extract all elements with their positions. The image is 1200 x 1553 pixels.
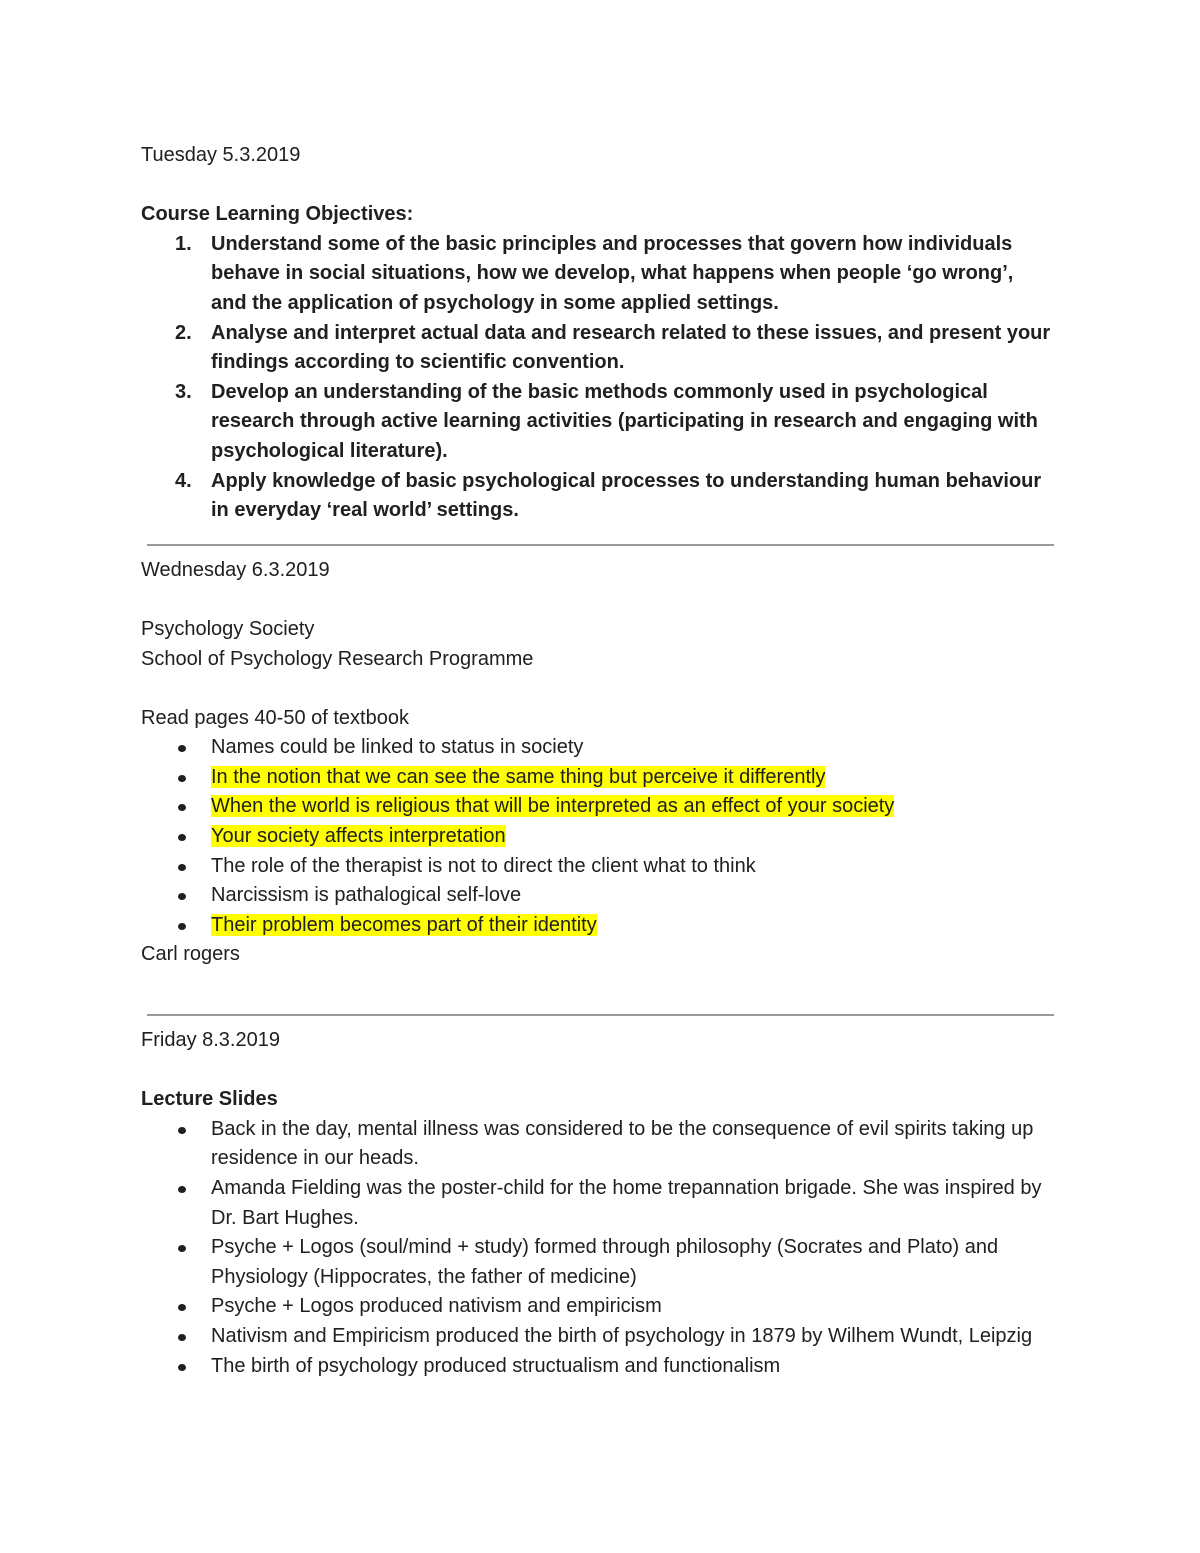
highlighted-text: Your society affects interpretation (211, 825, 506, 848)
list-item-text: Psyche + Logos produced nativism and empiricism (211, 1295, 662, 1318)
list-item (141, 822, 1054, 852)
date-heading: Friday 8.3.2019 (141, 1029, 280, 1052)
blank-line (141, 1056, 1054, 1086)
note-line: Carl rogers (141, 943, 240, 966)
list-item (141, 911, 1054, 941)
section-friday (141, 1026, 1054, 1381)
list-item (141, 881, 1054, 911)
spacer (141, 546, 1054, 556)
highlighted-text: Their problem becomes part of their identity (211, 913, 597, 936)
spacer (141, 526, 1054, 544)
spacer (141, 970, 1054, 1014)
bullet-icon (178, 1127, 186, 1134)
blank-line (141, 171, 1054, 201)
list-item (141, 1352, 1054, 1382)
list-item-text: The birth of psychology produced structualism and functionalism (211, 1354, 781, 1377)
objective-number: 2. (175, 321, 192, 344)
list-item-text: Psyche + Logos (soul/mind + study) formed through philosophy (Socrates and Plato) and Physiology (Hippocrates, the father of medicine) (211, 1236, 999, 1288)
date-heading: Wednesday 6.3.2019 (141, 558, 330, 581)
bullet-icon (178, 1334, 186, 1341)
section-tuesday (141, 141, 1054, 526)
note-line: School of Psychology Research Programme (141, 647, 534, 670)
objective-number: 1. (175, 232, 192, 255)
blank-line (141, 585, 1054, 615)
list-item (141, 1322, 1054, 1352)
list-item-text: The role of the therapist is not to direct the client what to think (211, 854, 756, 877)
list-item-text: Back in the day, mental illness was considered to be the consequence of evil spirits taking up residence in our heads. (211, 1117, 1034, 1170)
list-item (141, 763, 1054, 793)
bullet-icon (178, 834, 186, 841)
list-item (141, 1115, 1054, 1174)
list-item-text: Nativism and Empiricism produced the birth of psychology in 1879 by Wilhem Wundt, Leipzig (211, 1324, 1033, 1347)
objectives-heading: Course Learning Objectives: (141, 203, 414, 226)
list-item-text: Narcissism is pathalogical self-love (211, 884, 522, 907)
blank-line (141, 674, 1054, 704)
list-item (141, 733, 1054, 763)
wednesday-bullet-list (141, 733, 1054, 940)
list-item-text: Names could be linked to status in society (211, 736, 584, 759)
highlighted-text: In the notion that we can see the same thing but perceive it differently (211, 765, 826, 788)
objective-text: Analyse and interpret actual data and research related to these issues, and present your findings according to scientific convention. (211, 321, 1051, 374)
bullet-icon (178, 1364, 186, 1371)
list-item (141, 792, 1054, 822)
bullet-icon (178, 745, 186, 752)
objective-item (141, 467, 1054, 526)
objective-text: Understand some of the basic principles and processes that govern how individuals behave in social situations, how we develop, what happens when people ‘go wrong’, and the application of psychology in some applied settings. (211, 232, 1014, 314)
bullet-icon (178, 893, 186, 900)
objective-item (141, 378, 1054, 467)
list-item-text: Amanda Fielding was the poster-child for the home trepannation brigade. She was inspired by Dr. Bart Hughes. (211, 1177, 1042, 1229)
objective-number: 3. (175, 380, 192, 403)
spacer (141, 1016, 1054, 1026)
objective-text: Apply knowledge of basic psychological processes to understanding human behaviour in everyday ‘real world’ settings. (211, 469, 1042, 522)
bullet-icon (178, 775, 186, 782)
list-item (141, 1233, 1054, 1292)
bullet-icon (178, 923, 186, 930)
objectives-list (141, 230, 1054, 526)
list-item (141, 1292, 1054, 1322)
list-item (141, 1174, 1054, 1233)
bullet-icon (178, 864, 186, 871)
bullet-icon (178, 1186, 186, 1193)
friday-bullet-list (141, 1115, 1054, 1381)
note-line: Psychology Society (141, 617, 315, 640)
lecture-slides-heading: Lecture Slides (141, 1088, 278, 1111)
objective-item (141, 319, 1054, 378)
note-line: Read pages 40-50 of textbook (141, 706, 409, 729)
section-wednesday (141, 556, 1054, 970)
list-item (141, 852, 1054, 882)
date-heading: Tuesday 5.3.2019 (141, 144, 301, 166)
bullet-icon (178, 1304, 186, 1311)
highlighted-text: When the world is religious that will be interpreted as an effect of your society (211, 795, 895, 818)
objective-item (141, 230, 1054, 319)
objective-number: 4. (175, 469, 192, 492)
bullet-icon (178, 1245, 186, 1252)
objective-text: Develop an understanding of the basic methods commonly used in psychological research through active learning activities (participating in research and engaging with psychological literature). (211, 380, 1038, 462)
bullet-icon (178, 804, 186, 811)
